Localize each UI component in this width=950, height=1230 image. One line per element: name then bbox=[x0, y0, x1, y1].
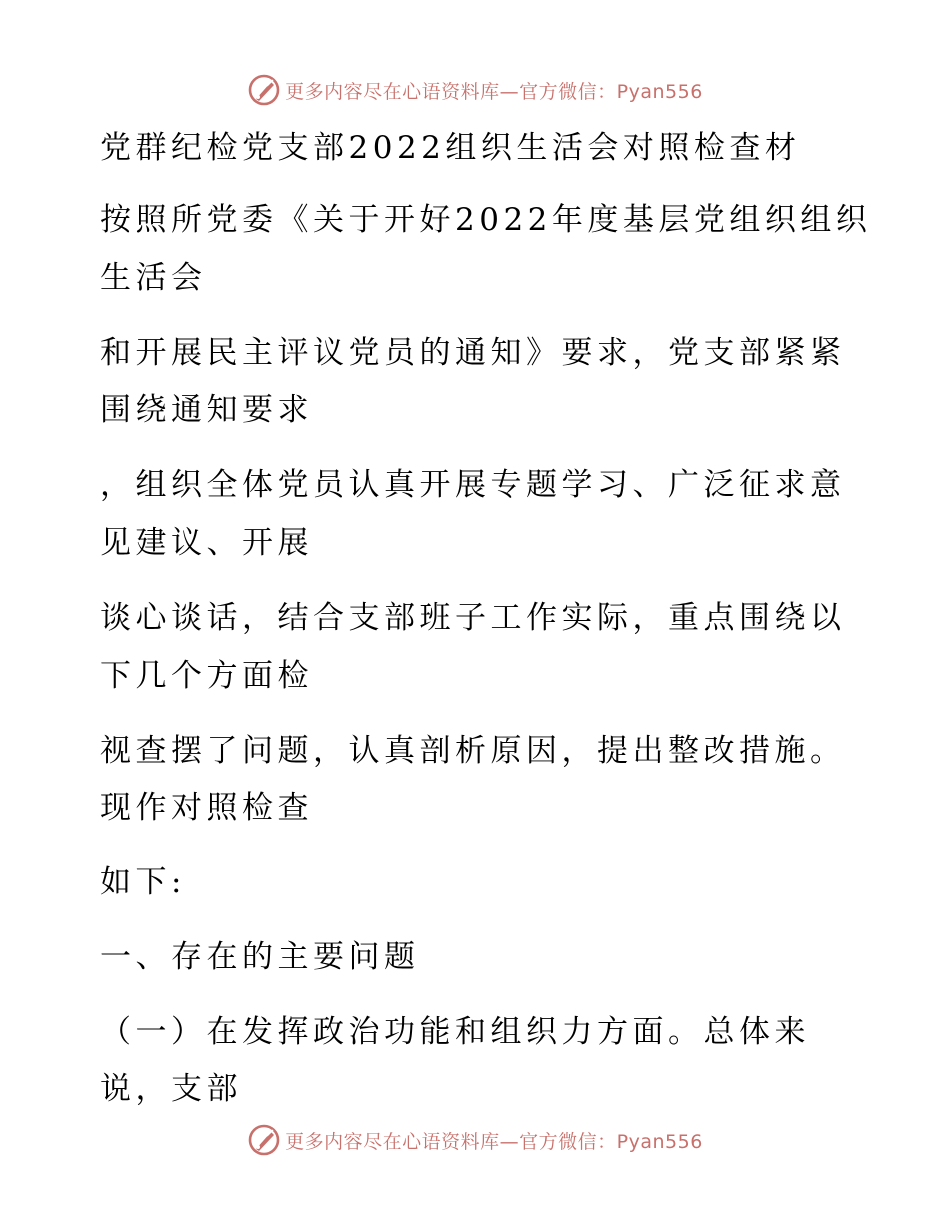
section-heading: 一、存在的主要问题 bbox=[100, 939, 420, 975]
watermark-text: 更多内容尽在心语资料库—官方微信：Pyan556 bbox=[285, 1130, 703, 1153]
footer-watermark-banner bbox=[0, 1120, 950, 1160]
header-watermark-banner bbox=[0, 70, 950, 110]
doc-text-line: 下几个方面检 bbox=[100, 658, 313, 694]
doc-text-line: 见建议、开展 bbox=[100, 525, 313, 561]
doc-text-line: 和开展民主评议党员的通知》要求，党支部紧紧 bbox=[100, 335, 846, 371]
watermark-text: 更多内容尽在心语资料库—官方微信：Pyan556 bbox=[285, 80, 703, 103]
doc-text-line: 围绕通知要求 bbox=[100, 392, 313, 428]
subsection-heading: （一）在发挥政治功能和组织力方面。总体来 bbox=[100, 1014, 810, 1050]
doc-text-line: 如下: bbox=[100, 864, 186, 900]
doc-text-line: ，组织全体党员认真开展专题学习、广泛征求意 bbox=[100, 467, 846, 503]
doc-text-line: 说，支部 bbox=[100, 1071, 242, 1107]
doc-text-line: 谈心谈话，结合支部班子工作实际，重点围绕以 bbox=[100, 600, 846, 636]
doc-title-line: 党群纪检党支部2022组织生活会对照检查材 bbox=[100, 130, 801, 166]
doc-text-line: 按照所党委《关于开好2022年度基层党组织组织 bbox=[100, 202, 872, 238]
quill-logo-icon bbox=[247, 73, 281, 107]
doc-text-line: 生活会 bbox=[100, 260, 207, 296]
doc-text-line: 现作对照检查 bbox=[100, 790, 313, 826]
doc-text-line: 视查摆了问题，认真剖析原因，提出整改措施。 bbox=[100, 733, 846, 769]
quill-logo-icon bbox=[247, 1123, 281, 1157]
